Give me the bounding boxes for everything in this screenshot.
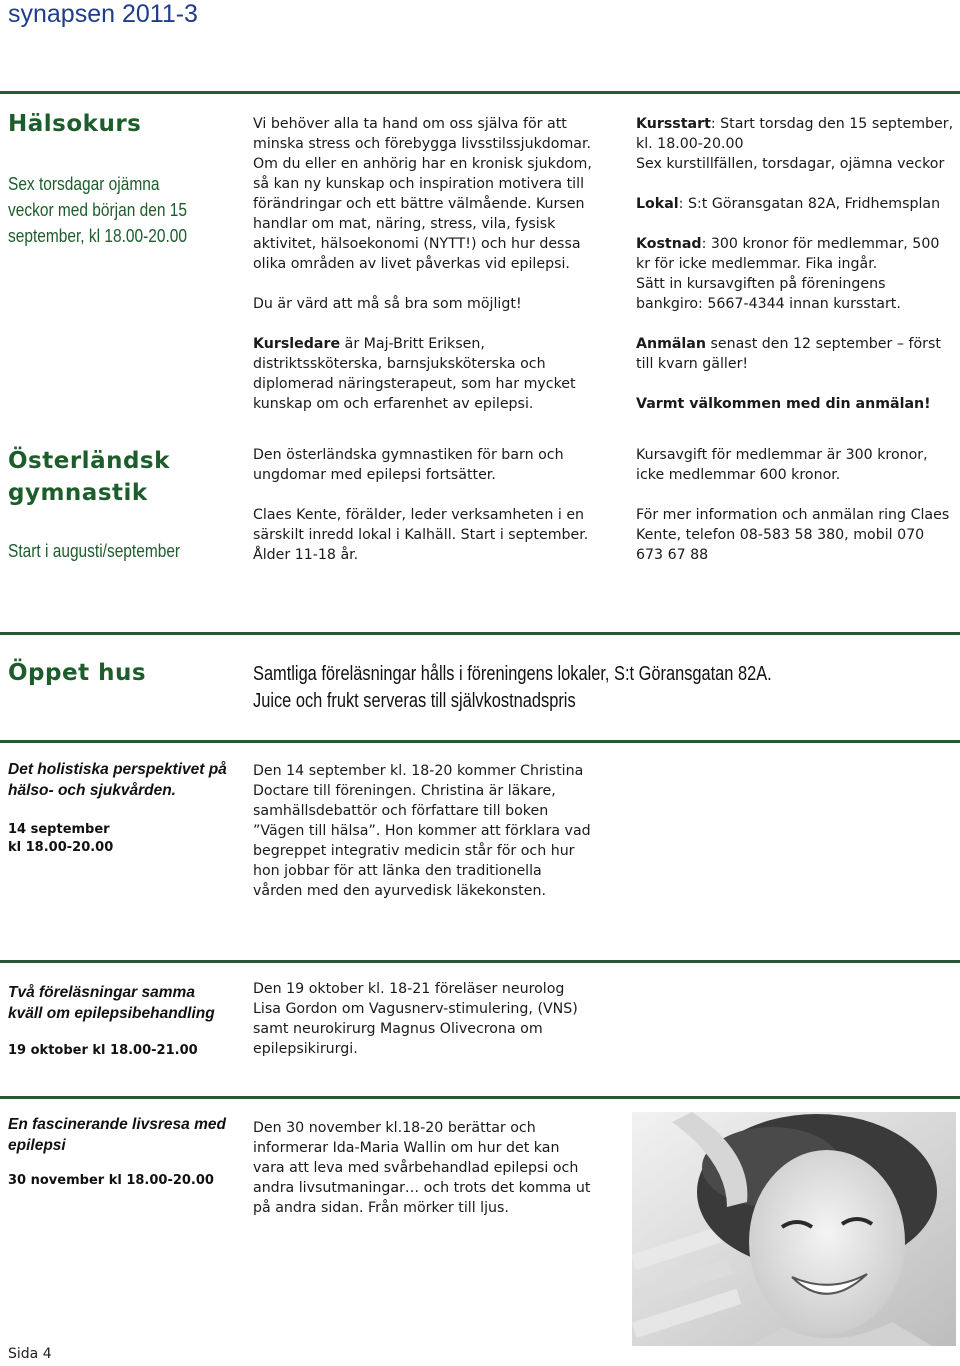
event-1-text: Den 14 september kl. 18-20 kommer Christina Doctare till föreningen. Christina är läkare, samhällsdebattör och författare till boken ”Vägen till hälsa”. Hon kommer att förklara vad begreppet integrativ medicin står för och hur hon jobbar för att länka den traditionella vården med den ayurvedisk läkekonsten. xyxy=(253,763,591,899)
gymnastik-paragraph-3: Kursavgift för medlemmar är 300 kronor, icke medlemmar 600 kronor. xyxy=(636,447,928,483)
kursstart-text: : Start torsdag den 15 september, kl. 18.00-20.00 xyxy=(636,116,954,152)
kursledare-label: Kursledare xyxy=(253,336,341,352)
anmalan-text: senast den 12 september – först till kvarn gäller! xyxy=(636,336,941,372)
event-3-date: 30 november kl 18.00-20.00 xyxy=(8,1173,214,1188)
event-1-date-line-1: 14 september xyxy=(8,822,110,837)
event-3-title: En fascinerande livsresa med epilepsi xyxy=(8,1116,226,1154)
gymnastik-title-line-1: Österländsk xyxy=(8,448,170,474)
oppethus-title: Öppet hus xyxy=(8,660,147,686)
kursstart-info xyxy=(636,114,954,154)
halsokurs-subtitle-line-1: Sex torsdagar ojämna xyxy=(8,174,160,194)
portrait-photo-illustration xyxy=(632,1112,956,1346)
kostnad-info xyxy=(636,234,954,274)
gymnastik-paragraph-1: Den österländska gymnastiken för barn och ungdomar med epilepsi fortsätter. xyxy=(253,447,564,483)
kostnad-label: Kostnad xyxy=(636,236,702,252)
halsokurs-title: Hälsokurs xyxy=(8,111,142,137)
oppethus-intro-rule xyxy=(0,740,960,743)
oppethus-rule xyxy=(0,632,960,635)
portrait-photo xyxy=(632,1112,956,1346)
kursledare-text: är Maj-Britt Eriksen, distriktssköterska, barnsjuksköterska och diplomerad näringsterapeut, som har mycket kunskap om och erfarenhet av epilepsi. xyxy=(253,336,576,412)
lokal-info xyxy=(636,194,954,214)
event-2-meta xyxy=(8,982,233,1060)
event-3-meta xyxy=(8,1114,233,1190)
halsokurs-paragraph-3 xyxy=(253,334,605,414)
lokal-label: Lokal xyxy=(636,196,679,212)
event-2-date: 19 oktober kl 18.00-21.00 xyxy=(8,1043,198,1058)
kursstart-label: Kursstart xyxy=(636,116,711,132)
gymnastik-title xyxy=(8,445,170,509)
halsokurs-subtitle xyxy=(8,171,214,249)
event-2-rule xyxy=(0,1096,960,1099)
event-2-text: Den 19 oktober kl. 18-21 föreläser neurolog Lisa Gordon om Vagusnerv-stimulering, (VNS) samt neurokirurg Magnus Olivecrona om epilepsikirurgi. xyxy=(253,981,578,1057)
lokal-text: : S:t Göransgatan 82A, Fridhemsplan xyxy=(678,196,941,212)
gymnastik-subtitle: Start i augusti/september xyxy=(8,541,181,561)
anmalan-label: Anmälan xyxy=(636,336,706,352)
header-rule xyxy=(0,91,960,94)
halsokurs-paragraph-2: Du är värd att må så bra som möjligt! xyxy=(253,296,522,312)
gymnastik-paragraph-4: För mer information och anmälan ring Claes Kente, telefon 08-583 58 380, mobil 070 673 67 88 xyxy=(636,507,950,563)
kursstart-line-2: Sex kurstillfällen, torsdagar, ojämna veckor xyxy=(636,156,945,172)
kostnad-text: : 300 kronor för medlemmar, 500 kr för icke medlemmar. Fika ingår. xyxy=(636,236,940,272)
gymnastik-info xyxy=(636,445,954,565)
halsokurs-body xyxy=(253,114,605,414)
gymnastik-title-line-2: gymnastik xyxy=(8,480,148,506)
oppethus-intro-line-2: Juice och frukt serveras till självkostnadspris xyxy=(253,690,576,712)
halsokurs-info xyxy=(636,114,954,414)
gymnastik-body xyxy=(253,445,605,565)
halsokurs-paragraph-1: Vi behöver alla ta hand om oss själva för att minska stress och förebygga livsstilssjukdomar. Om du eller en anhörig har en kronisk sjukdom, så kan ny kunskap och inspiration motivera till förändringar och ett bättre välmående. Kursen handlar om mat, näring, stress, vila, fysisk aktivitet, hälsoekonomi (NYTT!) och hur dessa olika områden av livet påverkas vid epilepsi. xyxy=(253,116,592,272)
halsokurs-subtitle-line-2: veckor med början den 15 xyxy=(8,200,187,220)
event-1-date-line-2: kl 18.00-20.00 xyxy=(8,840,114,855)
event-2-title: Två föreläsningar samma kväll om epilepsibehandling xyxy=(8,984,215,1022)
halsokurs-subtitle-line-3: september, kl 18.00-20.00 xyxy=(8,226,188,246)
event-1-meta xyxy=(8,759,233,857)
kostnad-bankgiro: Sätt in kursavgiften på föreningens bankgiro: 5667-4344 innan kursstart. xyxy=(636,276,901,312)
page-number: Sida 4 xyxy=(8,1346,52,1362)
event-3-text: Den 30 november kl.18-20 berättar och informerar Ida-Maria Wallin om hur det kan vara att leva med svårbehandlad epilepsi och andra livsutmaningar… och trots det komma ut på andra sidan. Från mörker till ljus. xyxy=(253,1120,591,1216)
welcome-text: Varmt välkommen med din anmälan! xyxy=(636,396,931,412)
page-header-title: synapsen 2011-3 xyxy=(8,0,198,28)
oppethus-intro xyxy=(253,661,772,715)
oppethus-intro-line-1: Samtliga föreläsningar hålls i föreningens lokaler, S:t Göransgatan 82A. xyxy=(253,663,772,685)
event-1-rule xyxy=(0,960,960,963)
gymnastik-paragraph-2: Claes Kente, förälder, leder verksamheten i en särskilt inredd lokal i Kalhäll. Start i september. Ålder 11-18 år. xyxy=(253,507,589,563)
anmalan-info xyxy=(636,334,954,374)
event-1-title: Det holistiska perspektivet på hälso- och sjukvården. xyxy=(8,761,227,799)
